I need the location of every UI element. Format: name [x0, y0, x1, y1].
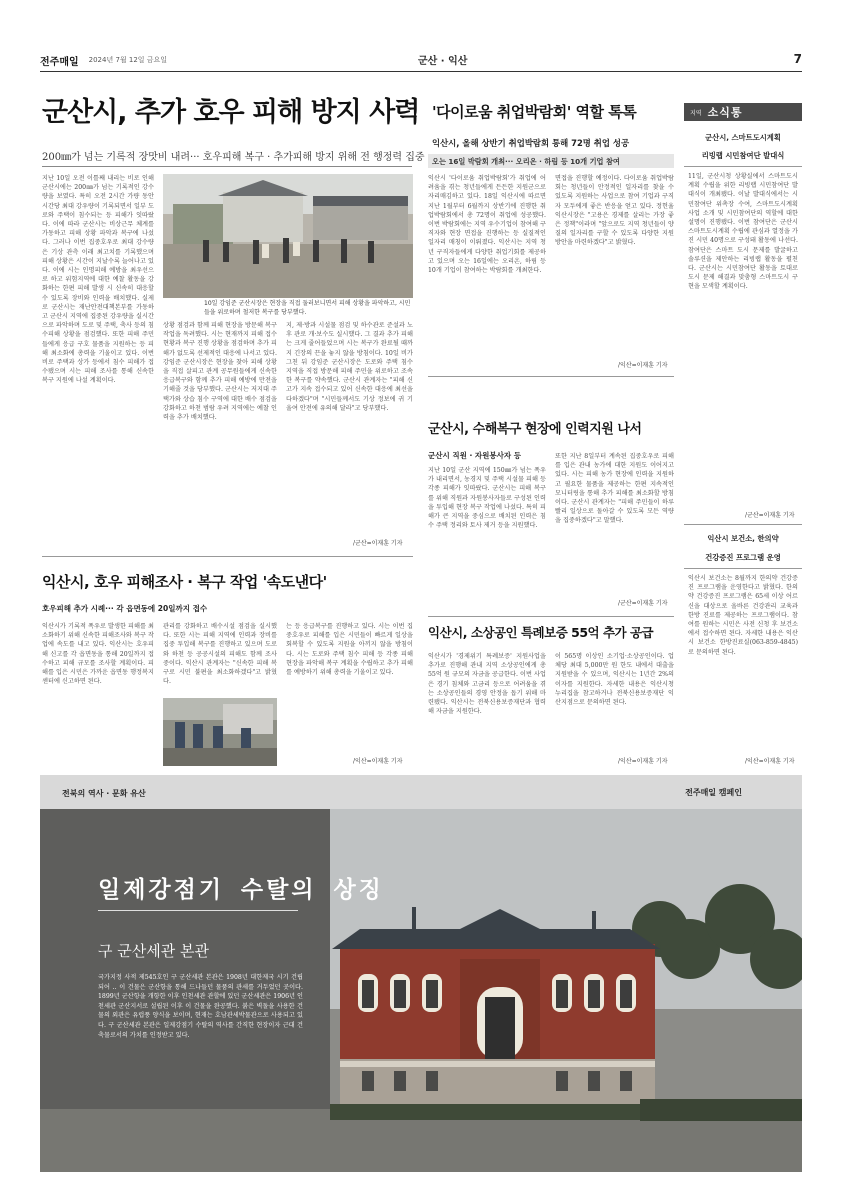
issue-date: 2024년 7월 12일 금요일 [88, 56, 168, 64]
article3-byline: /군산=이재훈 기자 [618, 600, 668, 607]
divider [428, 616, 674, 617]
article1-col3: 지, 제·방과 시설물 점검 및 하수관로 준설과 노후 관로 개·보수도 실시했다. 그 결과 추가 피해는 크게 줄어들었으며 시는 복구가 완료될 때까지 긴장의 끈을 놓지 않을 방침이다. 10일 비가 그친 뒤 강임준 군산시장은 도로와 주택 침수 지역을 직접 방문해 피해 주민을 위로하고 조속한 복구를 약속했다. 군산시 관계자는 "피해 신고가 지속 접수되고 있어 신속한 대응에 최선을 다하겠다"며 "시민들께서도 기상 정보에 귀 기울여 안전에 유의해 달라"고 당부했다. [286, 322, 413, 412]
article4-col1: 익산시가 기록적 폭우로 발생한 피해를 최소화하기 위해 신속한 피해조사와 복구 작업에 속도를 내고 있다. 익산시는 호우피해 신고를 각 읍면동을 통해 20일까지 접수하고 피해 규모를 조사할 계획이다. 피해를 입은 시민은 가까운 읍면동 행정복지센터에 신고하면 된다. [42, 623, 154, 686]
sidebar-item1-subtitle: 리빙랩 시민참여단 발대식 [701, 151, 785, 160]
headline-article3: 군산시, 수해복구 현장에 인력지원 나서 [428, 422, 642, 437]
article1-col2: 상황 점검과 함께 피해 현장을 방문해 복구 작업을 독려했다. 시는 현재까지 피해 접수 현황과 복구 진행 상황을 점검하며 추가 피해가 없도록 선제적인 대응에 나서고 있다. 강임준 군산시장은 현장을 찾아 피해 상황을 직접 살피고 관계 공무원들에게 신속한 응급복구와 함께 추가 피해 예방에 만전을 기해줄 것을 당부했다. 군산시는 저지대 주택가와 상습 침수 구역에 대한 배수 점검을 강화하고 하천 범람 우려 지역에는 예찰 인력을 추가 배치했다. [163, 322, 277, 422]
article5-byline: /익산=이재훈 기자 [618, 758, 668, 765]
campaign-left-label: 전북의 역사 · 문화 유산 [62, 789, 146, 798]
divider [684, 166, 802, 167]
paper-name: 전주매일 [40, 56, 79, 68]
subhead-article4: 호우피해 추가 시례··· 각 읍면동에 20일까지 접수 [42, 604, 208, 613]
customs-building-photo [40, 809, 802, 1172]
headline-article1: 군산시, 추가 호우 피해 방지 사력 [42, 97, 420, 128]
subhead-article2-b: 오는 16일 박람회 개최··· 오리온 · 하림 등 10개 기업 참여 [428, 154, 674, 168]
article1-photo [163, 174, 413, 298]
campaign-banner [40, 775, 802, 1172]
article4-col3: 는 등 응급복구를 진행하고 있다. 시는 이번 집중호우로 피해를 입은 시민들이 빠르게 일상을 회복할 수 있도록 지원을 아끼지 않을 방침이다. 시는 도로와 주택 침수 피해 등 각종 피해 현장을 파악해 복구 계획을 수립하고 추가 피해를 예방하기 위해 총력을 기울이고 있다. [286, 623, 413, 677]
flood-scene-photo [163, 174, 413, 298]
campaign-top-bar [40, 775, 802, 809]
sidebar-item2-byline: /익산=이재훈 기자 [745, 758, 795, 765]
article5-col1: 익산시가 '경제위기 특례보증' 지원사업을 추가로 진행해 관내 지역 소상공인에게 총 55억 원 규모의 자금을 공급한다. 이번 사업은 경기 침체와 고금리 등으로 어려움을 겪는 소상공인들의 경영 안정을 돕기 위해 마련됐다. 익산시는 전북신용보증재단과 협력해 자금을 지원한다. [428, 653, 546, 716]
campaign-right-label: 전주매일 캠페인 [685, 788, 742, 797]
divider [42, 556, 413, 557]
sidebar-item2-subtitle: 건강증진 프로그램 운영 [705, 553, 781, 562]
campaign-title: 일제강점기 수탈의 상징 [98, 877, 384, 903]
sidebar-item1-title: 군산시, 스마트도시계획 [705, 133, 781, 142]
divider [98, 910, 298, 911]
sidebar-label-big: 소식통 [707, 106, 743, 119]
page-number: 7 [793, 52, 802, 66]
masthead-rule [40, 71, 802, 72]
sidebar-header [684, 103, 802, 121]
article2-col1: 익산시 '다이로움 취업박람회'가 취업에 어려움을 겪는 청년들에게 든든한 지원군으로 자리매김하고 있다. 18일 익산시에 따르면 지난 1월부터 6월까지 상반기에 진행한 취업박람회에서 총 72명이 취업에 성공했다. 이번 박람회에는 지역 우수기업이 참여해 구직자와 현장 면접을 진행하는 등 실질적인 일자리 매칭이 이뤄졌다. 익산시는 지역 청년 구직자들에게 다양한 취업기회를 제공하고 있으며 오는 16일에는 오리온, 하림 등 10개 기업이 참여하는 박람회를 개최한다. [428, 175, 546, 275]
headline-article4: 익산시, 호우 피해조사 · 복구 작업 '속도낸다' [42, 573, 327, 591]
article5-col2: 이 565명 이상인 소기업·소상공인이다. 업체당 최대 5,000만 원 한도 내에서 대출을 지원받을 수 있으며, 익산시는 1년간 2%의 이자를 지원한다. 자세한 내용은 익산시청 누리집을 참고하거나 전북신용보증재단 익산지점으로 문의하면 된다. [555, 653, 674, 707]
sidebar-item1-byline: /군산=이재훈 기자 [745, 512, 795, 519]
campaign-text: 국가지정 사적 제545호인 구 군산세관 본관은 1908년 대한제국 시기 건립되어 ‥ 이 건물은 군산항을 통해 드나들던 물품의 관세를 거두었던 곳이다. 1899년 군산항을 개항한 이후 인천세관 관할에 있던 군산세관은 1906년 인천세관 군산지서로 설립된 이후 이 건물을 완공했다. 붉은 벽돌을 사용한 건물의 외관은 유럽풍 양식을 보이며, 현재는 호남관세박물관으로 사용되고 있다. 구 군산세관 본관은 일제강점기 수탈의 역사를 간직한 현장이자 근대 건축물로서의 가치를 인정받고 있다. [98, 974, 303, 1039]
article4-byline: /익산=이재훈 기자 [353, 758, 403, 765]
sidebar-item2-title: 익산시 보건소, 한의약 [707, 534, 779, 543]
divider [42, 166, 412, 167]
divider [684, 568, 802, 569]
sidebar-item1-text: 11일, 군산시청 상황실에서 스마트도시계획 수립을 위한 리빙랩 시민참여단 발대식이 개최됐다. 이날 발대식에서는 시민참여단 위촉장 수여, 스마트도시계획 사업 소개 및 시민참여단의 역할에 대한 설명이 진행됐다. 이번 참여단은 군산시 스마트도시계획 수립에 관심과 열정을 가진 시민 40명으로 구성돼 활동에 나선다. 참여단은 스마트 도시 문제를 발굴하고 솔루션을 제안하는 리빙랩 활동을 펼친다. 군산시는 시민참여단 활동을 토대로 도시 문제 해결과 맞춤형 스마트도시 구현을 모색할 계획이다. [688, 173, 798, 291]
headline-article2: '다이로움 취업박람회' 역할 톡톡 [432, 103, 637, 121]
masthead [40, 52, 800, 68]
recovery-work-photo [163, 698, 277, 766]
headline-article5: 익산시, 소상공인 특례보증 55억 추가 공급 [428, 625, 654, 640]
article2-byline: /익산=이재훈 기자 [618, 362, 668, 369]
divider [684, 524, 802, 525]
section-name: 군산 · 익산 [418, 56, 468, 67]
subhead-article2-a: 익산시, 올해 상반기 취업박람회 통해 72명 취업 성공 [432, 138, 630, 148]
subhead-article1: 200㎜가 넘는 기록적 장맛비 내려··· 호우피해 복구 · 추가피해 방지 위해 전 행정력 집중 [42, 152, 425, 163]
divider [428, 376, 674, 377]
article3-col1: 지난 10일 군산 지역에 150㎜가 넘는 폭우가 내리면서, 농경지 및 주택 시설물 피해 등 각종 피해가 잇따랐다. 군산시는 피해 복구를 위해 직원과 자원봉사자들로 구성된 인력을 투입해 현장 복구 작업에 나섰다. 특히 피해가 큰 지역을 중심으로 배치된 인력은 침수 주택 정리와 토사 제거 등을 지원했다. [428, 467, 546, 530]
sidebar-item2-text: 익산시 보건소는 8월까지 한의약 건강증진 프로그램을 운영한다고 밝혔다. 한의약 건강증진 프로그램은 65세 이상 어르신을 대상으로 올바른 건강관리 교육과 한방 진료를 제공하는 프로그램이다. 참여를 원하는 시민은 사전 신청 후 보건소에서 접수하면 된다. 자세한 내용은 익산시 보건소 한방진료실(063-859-4845)로 문의하면 된다. [688, 575, 798, 656]
article4-col2: 관리를 강화하고 배수시설 점검을 실시했다. 또한 시는 피해 지역에 인력과 장비를 집중 투입해 복구를 진행하고 있으며 도로와 하천 등 공공시설의 피해도 함께 조사 중이다. 익산시 관계자는 "신속한 피해 복구로 시민 불편을 최소화하겠다"고 밝혔다. [163, 623, 277, 686]
subhead-article3: 군산시 직원 · 자원봉사자 등 [428, 451, 521, 460]
article1-byline: /군산=이재훈 기자 [353, 540, 403, 547]
campaign-subtitle: 구 군산세관 본관 [98, 942, 209, 960]
article1-col1: 지난 10일 오전 이틀째 내리는 비로 인해 군산시에는 200㎜가 넘는 기록적인 강수량을 보였다. 특히 오전 2시간 가량 동안 시간당 최대 강우량이 기록되면서 일부 도로와 주택이 침수되는 등 피해가 잇따랐다. 이에 따라 군산시는 비상근무 체계를 가동하고 피해 상황 파악과 복구에 나섰다. 그러나 이번 집중호우로 최대 강수량은 기상 관측 이래 최고치를 기록했으며 피해 상황은 시간이 지날수록 늘어나고 있다. 이에 시는 인명피해 예방을 최우선으로 하고 위험지역에 대한 예찰 활동을 강화하는 한편 피해 발생 시 신속히 대응할 수 있도록 장비와 인력을 배치했다. 실제로 군산시는 재난안전대책본부를 가동하고 군산시 지역에 집중된 강우량을 실시간으로 파악하며 도로 및 주택, 축사 등의 침수피해 상황을 점검했다. 또한 피해 주민들에게 응급 구호 물품을 지원하는 등 피해 최소화에 총력을 기울이고 있다. 이번 비로 주택과 상가 등에서 침수 피해가 접수됐으며 시는 피해 조사를 통해 신속한 복구 지원에 나설 계획이다. [42, 175, 154, 385]
article3-col2: 또한 지난 8일부터 계속된 집중호우로 피해를 입은 관내 농가에 대한 지원도 이어지고 있다. 시는 피해 농가 현장에 인력을 지원하고 필요한 물품을 제공하는 한편 지속적인 모니터링을 통해 추가 피해를 최소화할 방침이다. 군산시 관계자는 "피해 주민들이 하루빨리 일상으로 돌아갈 수 있도록 모든 역량을 집중하겠다"고 말했다. [555, 453, 674, 525]
article4-photo [163, 698, 277, 766]
article1-caption: 10일 강임준 군산시장은 현장을 직접 둘러보니면서 피해 상황을 파악하고, 시민들을 위로하며 철저한 복구를 당부했다. [204, 300, 411, 316]
article2-col2: 면접을 진행할 예정이다. 다이로움 취업박람회는 청년들이 안정적인 일자리를 찾을 수 있도록 지원하는 사업으로 참여 기업과 구직자 모두에게 좋은 반응을 얻고 있다. 정헌율 익산시장은 "고용은 경제를 살리는 가장 좋은 정책"이라며 "앞으로도 지역 청년들이 양질의 일자리를 구할 수 있도록 다양한 지원 방안을 마련하겠다"고 밝혔다. [555, 175, 674, 247]
sidebar-label-small: 지역 [690, 109, 702, 117]
